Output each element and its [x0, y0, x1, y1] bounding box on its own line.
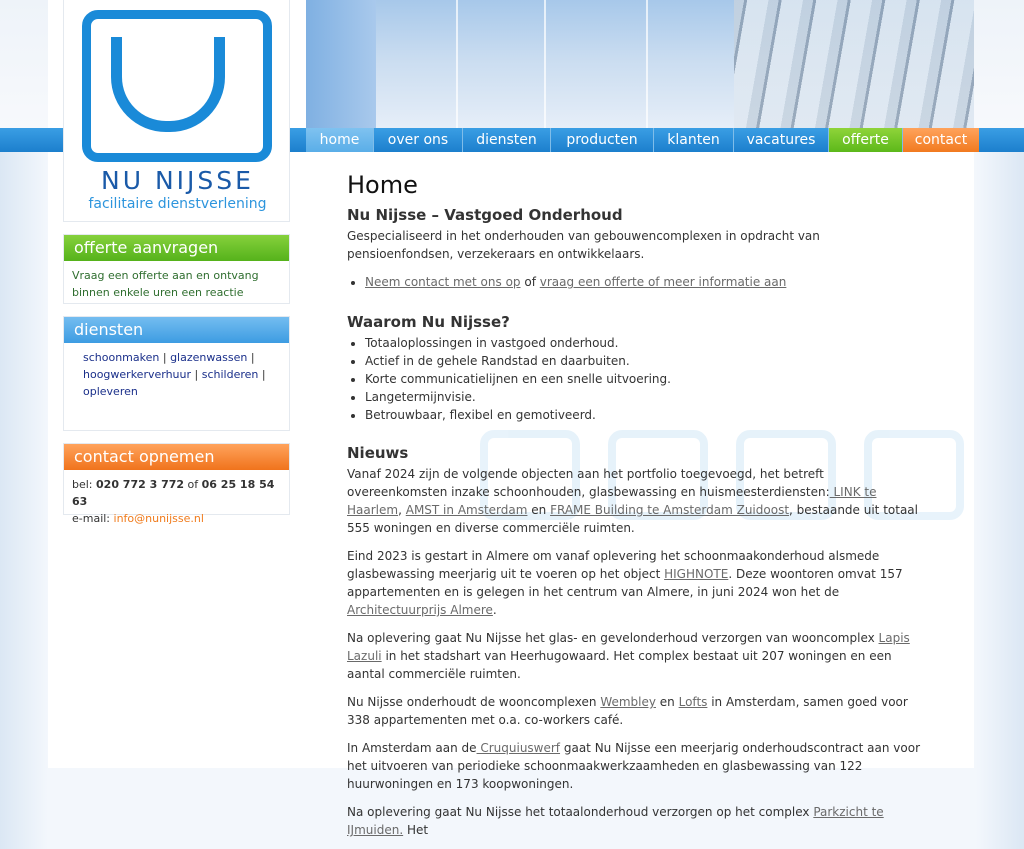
- diensten-links: [64, 343, 289, 406]
- email-label: e-mail:: [72, 512, 111, 525]
- separator: |: [261, 368, 266, 381]
- phone-label: bel:: [72, 478, 93, 491]
- offerte-box: [63, 234, 290, 304]
- phone-number-2: 06 25 18 54 63: [72, 478, 275, 508]
- news-link-cruquiuswerf[interactable]: Cruquiuswerf: [476, 741, 561, 755]
- news-link-wembley[interactable]: Wembley: [600, 695, 656, 709]
- separator: |: [162, 351, 167, 364]
- nav-klanten[interactable]: klanten: [654, 128, 734, 152]
- contact-box-title: contact opnemen: [64, 444, 289, 470]
- news-link-lapis-lazuli[interactable]: Lapis Lazuli: [347, 631, 910, 663]
- nav-contact[interactable]: contact: [903, 128, 979, 152]
- page-title: Home: [347, 171, 418, 199]
- link-opleveren[interactable]: opleveren: [83, 385, 138, 398]
- logo[interactable]: [63, 0, 290, 222]
- email-link[interactable]: info@nunijsse.nl: [113, 512, 204, 525]
- diensten-box-title: diensten: [64, 317, 289, 343]
- logo-tagline: facilitaire dienstverlening: [88, 196, 267, 212]
- news-link-architectuurprijs[interactable]: Architectuurprijs Almere: [347, 603, 493, 617]
- separator: |: [250, 351, 255, 364]
- nav-offerte[interactable]: offerte: [829, 128, 903, 152]
- link-schilderen[interactable]: schilderen: [201, 368, 259, 381]
- news-text: . Deze woontoren omvat 157 appartementen en is gelegen in het centrum van Almere, in juni 2024 won het de: [347, 567, 903, 599]
- diensten-box: [63, 316, 290, 431]
- contact-link[interactable]: Neem contact met ons op: [365, 275, 521, 289]
- news-paragraph: [347, 547, 927, 619]
- or-text: of: [524, 275, 536, 289]
- link-hoogwerkerverhuur[interactable]: hoogwerkerverhuur: [83, 368, 192, 381]
- header-photo: [306, 0, 974, 128]
- news-link-highnote[interactable]: HIGHNOTE: [664, 567, 729, 581]
- news-link-link-haarlem[interactable]: LINK te Haarlem: [347, 485, 877, 517]
- news-paragraph: [347, 465, 927, 537]
- news-text: en: [655, 695, 679, 709]
- phone-or: of: [187, 478, 199, 491]
- news-text: , bestaande uit totaal 555 woningen en diverse commerciële ruimten.: [347, 503, 918, 535]
- main-nav: [306, 128, 979, 152]
- link-schoonmaken[interactable]: schoonmaken: [83, 351, 160, 364]
- list-item: • Totaaloplossingen in vastgoed onderhoud.: [365, 334, 927, 352]
- news-link-lofts[interactable]: Lofts: [678, 695, 708, 709]
- news-text: gaat Nu Nijsse een meerjarig onderhoudscontract aan voor het uitvoeren van periodieke schoonmaakwerkzaamheden en glasbewassing van 122 huurwoningen en 173 koopwoningen.: [347, 741, 920, 791]
- news-text: Het: [403, 823, 429, 837]
- section-heading-nieuws: Nieuws: [347, 444, 409, 462]
- news-text: in het stadshart van Heerhugowaard. Het complex bestaat uit 207 woningen en een aantal commerciële ruimten.: [347, 649, 892, 681]
- news-link-parkzicht[interactable]: Parkzicht te IJmuiden.: [347, 805, 884, 837]
- offerte-link[interactable]: vraag een offerte of meer informatie aan: [539, 275, 787, 289]
- link-glazenwassen[interactable]: glazenwassen: [170, 351, 248, 364]
- news-paragraph: [347, 739, 927, 793]
- separator: |: [194, 368, 199, 381]
- intro-links: [365, 273, 927, 291]
- news-link-frame[interactable]: FRAME Building te Amsterdam Zuidoost: [550, 503, 790, 517]
- news-text: Nu Nijsse onderhoudt de wooncomplexen: [347, 695, 601, 709]
- nav-vacatures[interactable]: vacatures: [734, 128, 829, 152]
- list-item: • Betrouwbaar, flexibel en gemotiveerd.: [365, 406, 927, 424]
- news-text: Vanaf 2024 zijn de volgende objecten aan het portfolio toegevoegd, het betreft overeenkomsten inzake schoonhouden, glasbewassing en huismeesterdiensten:: [347, 467, 830, 499]
- nav-producten[interactable]: producten: [551, 128, 654, 152]
- news-paragraph: [347, 629, 927, 683]
- list-item: • Korte communicatielijnen en een snelle uitvoering.: [365, 370, 927, 388]
- list-item: • Langetermijnvisie.: [365, 388, 927, 406]
- nav-over-ons[interactable]: over ons: [374, 128, 463, 152]
- offerte-box-title[interactable]: offerte aanvragen: [64, 235, 289, 261]
- news-link-amst[interactable]: AMST in Amsterdam: [405, 503, 528, 517]
- news-text: Na oplevering gaat Nu Nijsse het totaalonderhoud verzorgen op het complex: [347, 805, 814, 819]
- main-content: [347, 171, 927, 849]
- news-text: .: [492, 603, 497, 617]
- list-item: • Actief in de gehele Randstad en daarbuiten.: [365, 352, 927, 370]
- offerte-box-text[interactable]: Vraag een offerte aan en ontvang binnen enkele uren een reactie: [72, 269, 259, 299]
- phone-number-1: 020 772 3 772: [96, 478, 185, 491]
- list-item: [365, 273, 927, 291]
- section-heading-waarom: Waarom Nu Nijsse?: [347, 313, 510, 331]
- nav-home[interactable]: home: [306, 128, 374, 152]
- news-text: ,: [398, 503, 402, 517]
- news-text: Na oplevering gaat Nu Nijsse het glas- en gevelonderhoud verzorgen van wooncomplex: [347, 631, 879, 645]
- waarom-list: [365, 334, 927, 424]
- news-text: Eind 2023 is gestart in Almere om vanaf oplevering het schoonmaakonderhoud alsmede glasbewassing meerjarig uit te voeren op het object: [347, 549, 880, 581]
- contact-details: [64, 470, 289, 533]
- logo-nu-icon: [82, 10, 272, 162]
- news-paragraph: [347, 803, 927, 839]
- logo-name: NU NIJSSE: [101, 166, 254, 195]
- contact-box: [63, 443, 290, 525]
- news-text: In Amsterdam aan de: [347, 741, 477, 755]
- news-text: en: [527, 503, 551, 517]
- nav-diensten[interactable]: diensten: [463, 128, 551, 152]
- intro-text: Gespecialiseerd in het onderhouden van gebouwencomplexen in opdracht van pensioenfondsen, verzekeraars en ontwikkelaars.: [347, 229, 820, 261]
- news-text: in Amsterdam, samen goed voor 338 appartementen met o.a. co-workers café.: [347, 695, 908, 727]
- section-heading-vastgoed: Nu Nijsse – Vastgoed Onderhoud: [347, 206, 623, 224]
- news-paragraph: [347, 693, 927, 729]
